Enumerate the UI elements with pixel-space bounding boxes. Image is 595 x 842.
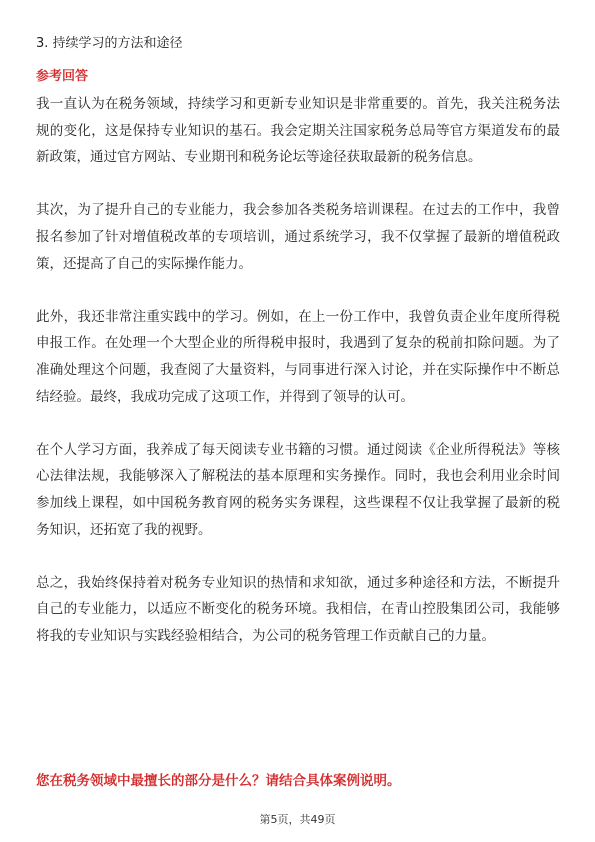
answer-paragraph: 总之，我始终保持着对税务专业知识的热情和求知欲，通过多种途径和方法，不断提升自己的专业能力，以适应不断变化的税务环境。我相信，在青山控股集团公司，我能够将我的专业知识与实践经验相结合，为公司的税务管理工作贡献自己的力量。 [36, 574, 560, 644]
next-question-heading: 您在税务领域中最擅长的部分是什么？请结合具体案例说明。 [36, 773, 401, 789]
answer-paragraph: 我一直认为在税务领域，持续学习和更新专业知识是非常重要的。首先，我关注税务法规的变化，这是保持专业知识的基石。我会定期关注国家税务总局等官方渠道发布的最新政策，通过官方网站、专业期刊和税务论坛等途径获取最新的税务信息。 [36, 96, 560, 166]
page-number: 第5页，共49页 [259, 813, 336, 826]
answer-paragraph: 此外，我还非常注重实践中的学习。例如，在上一份工作中，我曾负责企业年度所得税申报工作。在处理一个大型企业的所得税申报时，我遇到了复杂的税前扣除问题。为了准确处理这个问题，我查阅了大量资料，与同事进行深入讨论，并在实际操作中不断总结经验。最终，我成功完成了这项工作，并得到了领导的认可。 [36, 308, 560, 405]
question-heading: 3. 持续学习的方法和途径 [36, 36, 183, 51]
answer-paragraph: 在个人学习方面，我养成了每天阅读专业书籍的习惯。通过阅读《企业所得税法》等核心法律法规，我能够深入了解税法的基本原理和实务操作。同时，我也会利用业余时间参加线上课程，如中国税务教育网的税务实务课程，这些课程不仅让我掌握了最新的税务知识，还拓宽了我的视野。 [36, 441, 560, 538]
answer-paragraph: 其次，为了提升自己的专业能力，我会参加各类税务培训课程。在过去的工作中，我曾报名参加了针对增值税改革的专项培训，通过系统学习，我不仅掌握了最新的增值税政策，还提高了自己的实际操作能力。 [36, 202, 560, 272]
answer-body [36, 91, 560, 649]
answer-label: 参考回答 [36, 69, 89, 84]
